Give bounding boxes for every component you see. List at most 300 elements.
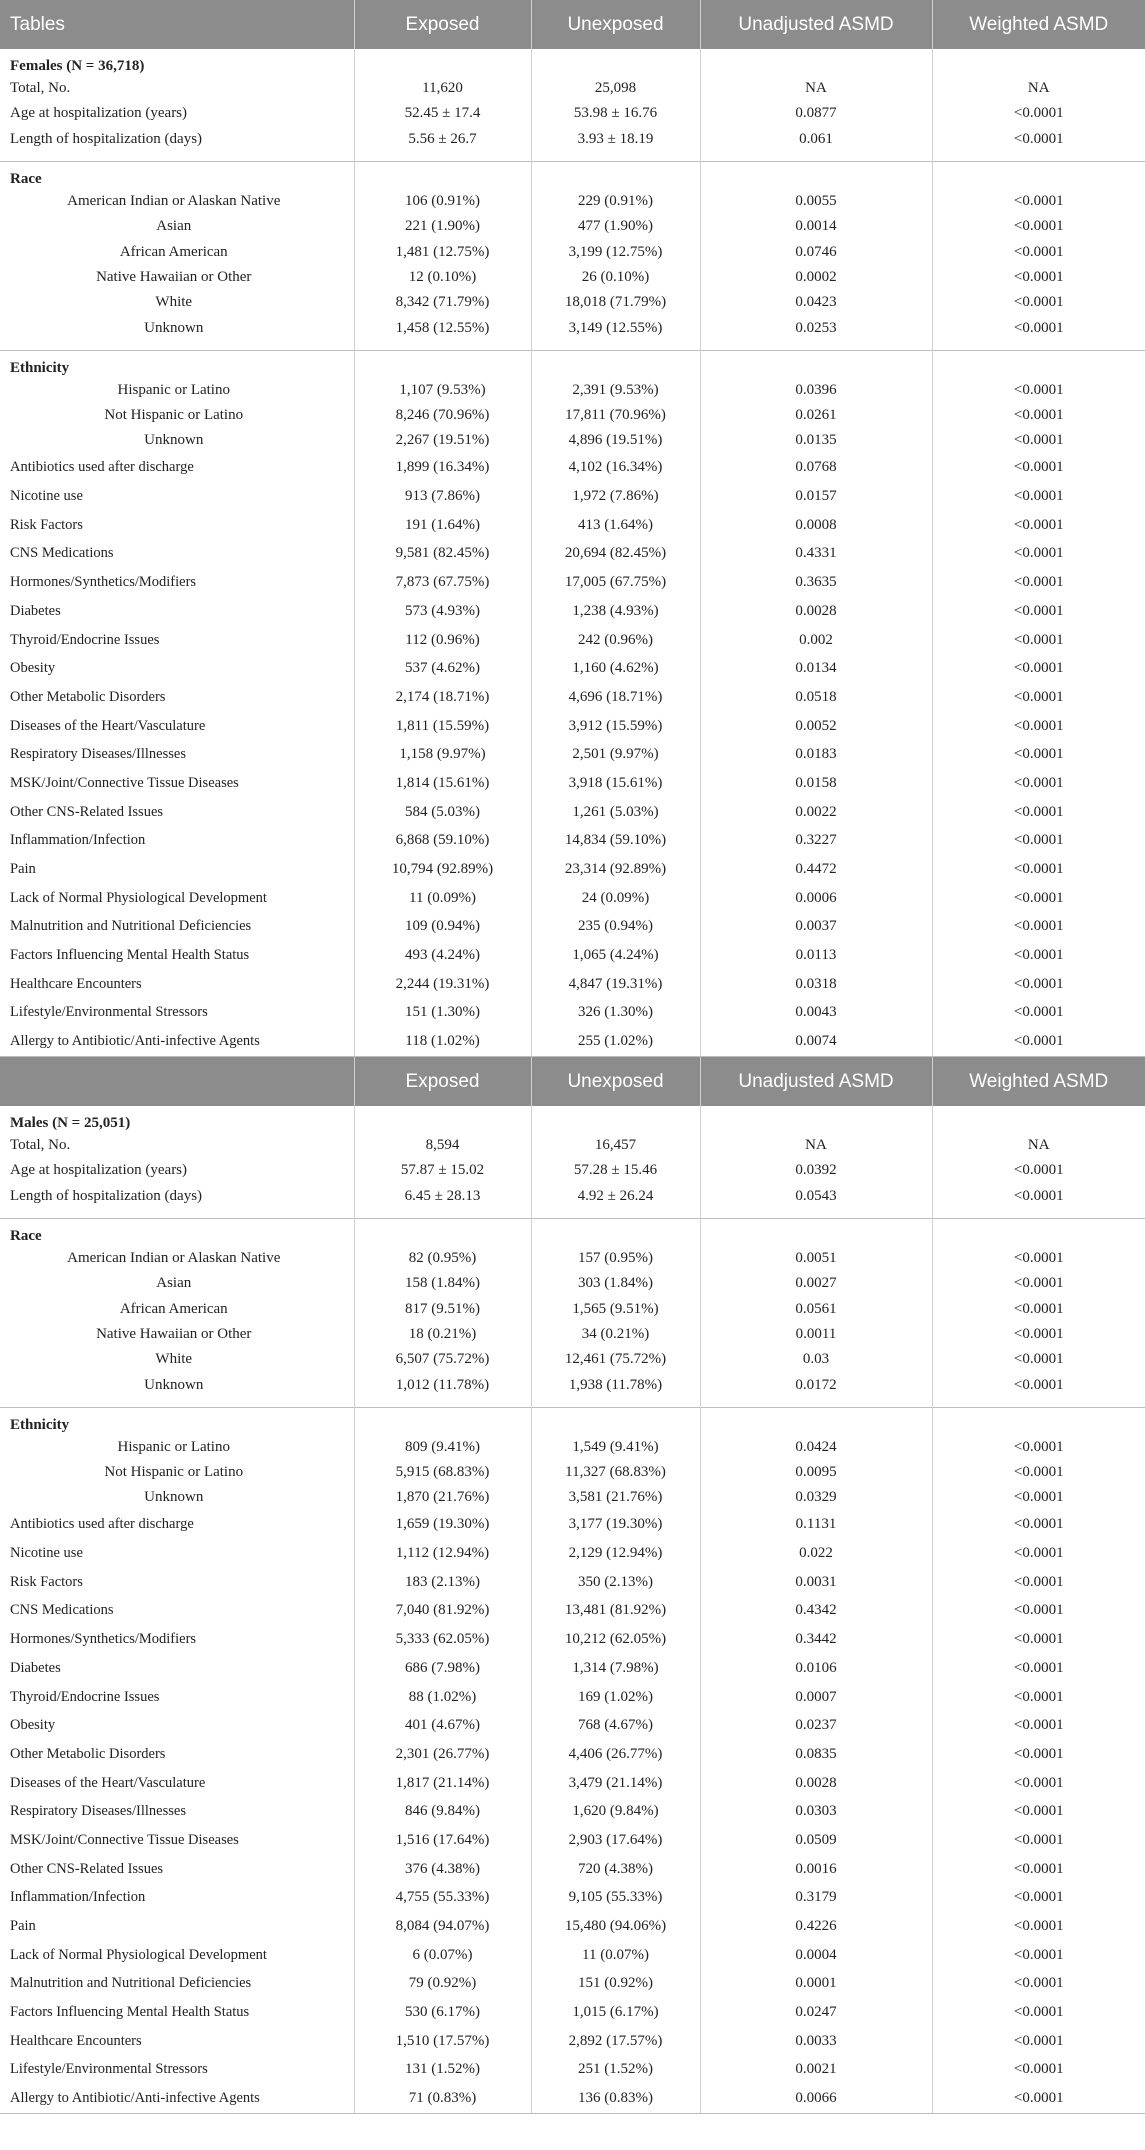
cell-label: Nicotine use: [10, 488, 83, 505]
cell-unadjusted-asmd: 0.0095: [700, 1460, 932, 1485]
cell-unadjusted-asmd: 0.0066: [700, 2084, 932, 2113]
cell-label: Respiratory Diseases/Illnesses: [10, 746, 186, 763]
cell-weighted-asmd: NA: [932, 76, 1145, 101]
cell-exposed: 109 (0.94%): [354, 913, 531, 942]
cell-exposed: 1,012 (11.78%): [354, 1372, 531, 1397]
cell-exposed: 817 (9.51%): [354, 1296, 531, 1321]
cell-unexposed: 3,918 (15.61%): [531, 769, 700, 798]
cell-label: African American: [119, 1300, 228, 1317]
cell-label: Healthcare Encounters: [10, 975, 142, 992]
cell-unexposed: 26 (0.10%): [531, 265, 700, 290]
empty-cell: [932, 161, 1145, 189]
cell-unexposed: 4,696 (18.71%): [531, 683, 700, 712]
cell-label: Not Hispanic or Latino: [104, 1464, 244, 1481]
table-row: [0, 941, 1145, 970]
males-race-title-label: Race: [0, 1218, 354, 1246]
table-row: [0, 2027, 1145, 2056]
cell-label: Inflammation/Infection: [10, 1889, 146, 1906]
cell-weighted-asmd: <0.0001: [932, 511, 1145, 540]
cell-unadjusted-asmd: 0.0261: [700, 403, 932, 428]
cell-unadjusted-asmd: 0.4331: [700, 540, 932, 569]
cell-unexposed: 1,314 (7.98%): [531, 1654, 700, 1683]
cell-weighted-asmd: <0.0001: [932, 884, 1145, 913]
cell-unexposed: 4,102 (16.34%): [531, 454, 700, 483]
cell-exposed: 2,267 (19.51%): [354, 428, 531, 453]
cell-exposed: 686 (7.98%): [354, 1654, 531, 1683]
cell-unexposed: 3,479 (21.14%): [531, 1769, 700, 1798]
cell-weighted-asmd: <0.0001: [932, 1970, 1145, 1999]
cell-exposed: 52.45 ± 17.4: [354, 101, 531, 126]
column-header-unadjusted-asmd: Unadjusted ASMD: [700, 1057, 932, 1107]
table-row: [0, 1133, 1145, 1158]
cell-weighted-asmd: <0.0001: [932, 683, 1145, 712]
cell-exposed: 112 (0.96%): [354, 626, 531, 655]
cell-weighted-asmd: <0.0001: [932, 999, 1145, 1028]
cell-exposed: 82 (0.95%): [354, 1246, 531, 1271]
cell-weighted-asmd: <0.0001: [932, 2056, 1145, 2085]
cell-unexposed: 34 (0.21%): [531, 1322, 700, 1347]
table-row: [0, 1970, 1145, 1999]
cell-exposed: 131 (1.52%): [354, 2056, 531, 2085]
cell-unadjusted-asmd: 0.0392: [700, 1158, 932, 1183]
cell-exposed: 79 (0.92%): [354, 1970, 531, 1999]
cell-unadjusted-asmd: 0.3442: [700, 1625, 932, 1654]
cell-exposed: 106 (0.91%): [354, 189, 531, 214]
empty-cell: [932, 350, 1145, 378]
cell-unexposed: 235 (0.94%): [531, 913, 700, 942]
empty-cell: [932, 49, 1145, 76]
cell-unexposed: 4.92 ± 26.24: [531, 1184, 700, 1209]
table-row: [0, 1740, 1145, 1769]
cell-unadjusted-asmd: 0.0877: [700, 101, 932, 126]
cell-weighted-asmd: <0.0001: [932, 1855, 1145, 1884]
cell-label: Native Hawaiian or Other: [96, 268, 252, 285]
cell-weighted-asmd: <0.0001: [932, 1246, 1145, 1271]
cell-unexposed: 14,834 (59.10%): [531, 827, 700, 856]
table-row: [0, 712, 1145, 741]
empty-cell: [932, 1398, 1145, 1408]
table-row: [0, 913, 1145, 942]
cell-exposed: 493 (4.24%): [354, 941, 531, 970]
cell-weighted-asmd: <0.0001: [932, 1184, 1145, 1209]
cell-exposed: 573 (4.93%): [354, 597, 531, 626]
cell-unadjusted-asmd: 0.3227: [700, 827, 932, 856]
cell-exposed: 376 (4.38%): [354, 1855, 531, 1884]
table-row: [0, 1296, 1145, 1321]
cell-unexposed: 53.98 ± 16.76: [531, 101, 700, 126]
cell-unadjusted-asmd: 0.0051: [700, 1246, 932, 1271]
cell-unadjusted-asmd: 0.0033: [700, 2027, 932, 2056]
cell-label: Lifestyle/Environmental Stressors: [10, 1004, 208, 1021]
cell-unadjusted-asmd: 0.0001: [700, 1970, 932, 1999]
table-row: [0, 290, 1145, 315]
table-row: [0, 403, 1145, 428]
cell-unadjusted-asmd: 0.0135: [700, 428, 932, 453]
cell-exposed: 530 (6.17%): [354, 1998, 531, 2027]
cell-unexposed: 326 (1.30%): [531, 999, 700, 1028]
cell-label: Diabetes: [10, 1659, 61, 1676]
cell-weighted-asmd: <0.0001: [932, 798, 1145, 827]
empty-cell: [531, 1398, 700, 1408]
cell-weighted-asmd: <0.0001: [932, 1941, 1145, 1970]
table-row: [0, 884, 1145, 913]
cell-unexposed: 3,177 (19.30%): [531, 1511, 700, 1540]
empty-cell: [932, 1407, 1145, 1435]
cell-exposed: 537 (4.62%): [354, 654, 531, 683]
table-row: [0, 1539, 1145, 1568]
cell-exposed: 584 (5.03%): [354, 798, 531, 827]
cell-weighted-asmd: <0.0001: [932, 1347, 1145, 1372]
table-row: [0, 1158, 1145, 1183]
empty-cell: [0, 1209, 354, 1219]
cell-unadjusted-asmd: 0.0106: [700, 1654, 932, 1683]
table-row: [0, 1246, 1145, 1271]
cell-weighted-asmd: <0.0001: [932, 1539, 1145, 1568]
table-row: [0, 378, 1145, 403]
cell-unadjusted-asmd: 0.0253: [700, 315, 932, 340]
spacer-row: [0, 152, 1145, 162]
cell-unadjusted-asmd: 0.0237: [700, 1711, 932, 1740]
cell-weighted-asmd: <0.0001: [932, 712, 1145, 741]
cell-weighted-asmd: <0.0001: [932, 2084, 1145, 2113]
cell-exposed: 1,107 (9.53%): [354, 378, 531, 403]
cell-label: Healthcare Encounters: [10, 2032, 142, 2049]
column-header-unexposed: Unexposed: [531, 0, 700, 49]
empty-cell: [531, 152, 700, 162]
cell-exposed: 11,620: [354, 76, 531, 101]
cell-unexposed: 151 (0.92%): [531, 1970, 700, 1999]
table-row: [0, 1654, 1145, 1683]
cell-weighted-asmd: <0.0001: [932, 482, 1145, 511]
column-header-exposed: Exposed: [354, 0, 531, 49]
empty-cell: [932, 1209, 1145, 1219]
cell-weighted-asmd: <0.0001: [932, 265, 1145, 290]
cell-unadjusted-asmd: 0.0329: [700, 1485, 932, 1510]
males-ethnicity-title: [0, 1407, 1145, 1435]
cell-label: Factors Influencing Mental Health Status: [10, 947, 250, 964]
cell-unadjusted-asmd: 0.0055: [700, 189, 932, 214]
cell-unexposed: 4,406 (26.77%): [531, 1740, 700, 1769]
males-ethnicity-title-label: Ethnicity: [0, 1407, 354, 1435]
cell-weighted-asmd: <0.0001: [932, 1884, 1145, 1913]
cell-unexposed: 18,018 (71.79%): [531, 290, 700, 315]
cell-exposed: 158 (1.84%): [354, 1271, 531, 1296]
column-header-label: Tables: [0, 0, 354, 49]
cell-unadjusted-asmd: 0.0768: [700, 454, 932, 483]
cell-weighted-asmd: <0.0001: [932, 1460, 1145, 1485]
table-row: [0, 798, 1145, 827]
cell-weighted-asmd: <0.0001: [932, 1654, 1145, 1683]
cell-unexposed: 1,549 (9.41%): [531, 1435, 700, 1460]
cell-label: Unknown: [144, 1376, 204, 1393]
cell-weighted-asmd: <0.0001: [932, 597, 1145, 626]
cell-unexposed: 1,938 (11.78%): [531, 1372, 700, 1397]
cell-label: Hispanic or Latino: [117, 381, 230, 398]
table-row: [0, 1855, 1145, 1884]
cell-label: Not Hispanic or Latino: [104, 407, 244, 424]
cell-weighted-asmd: <0.0001: [932, 1740, 1145, 1769]
cell-label: American Indian or Alaskan Native: [67, 193, 281, 210]
cell-label: Lack of Normal Physiological Development: [10, 889, 267, 906]
cell-unadjusted-asmd: NA: [700, 76, 932, 101]
cell-unexposed: 3,199 (12.75%): [531, 239, 700, 264]
cell-exposed: 2,301 (26.77%): [354, 1740, 531, 1769]
cell-unexposed: 242 (0.96%): [531, 626, 700, 655]
cell-unexposed: 251 (1.52%): [531, 2056, 700, 2085]
cell-unexposed: 1,565 (9.51%): [531, 1296, 700, 1321]
cell-label: African American: [119, 243, 228, 260]
cell-label: Asian: [156, 218, 192, 235]
empty-cell: [932, 341, 1145, 351]
cell-unexposed: 136 (0.83%): [531, 2084, 700, 2113]
males-section-title: [0, 1106, 1145, 1133]
cell-label: Thyroid/Endocrine Issues: [10, 631, 160, 648]
table-row: [0, 1184, 1145, 1209]
cell-weighted-asmd: <0.0001: [932, 1372, 1145, 1397]
cell-unexposed: 303 (1.84%): [531, 1271, 700, 1296]
cell-weighted-asmd: <0.0001: [932, 2027, 1145, 2056]
cell-unexposed: 10,212 (62.05%): [531, 1625, 700, 1654]
cell-unexposed: 1,065 (4.24%): [531, 941, 700, 970]
cell-exposed: 8,246 (70.96%): [354, 403, 531, 428]
cell-unadjusted-asmd: 0.0158: [700, 769, 932, 798]
cell-label: MSK/Joint/Connective Tissue Diseases: [10, 1831, 239, 1848]
cell-exposed: 809 (9.41%): [354, 1435, 531, 1460]
table-row: [0, 127, 1145, 152]
cell-exposed: 401 (4.67%): [354, 1711, 531, 1740]
cell-unadjusted-asmd: 0.002: [700, 626, 932, 655]
cell-label: Unknown: [144, 1489, 204, 1506]
cell-label: White: [155, 294, 193, 311]
column-header-weighted-asmd: Weighted ASMD: [932, 1057, 1145, 1107]
cell-unadjusted-asmd: 0.0746: [700, 239, 932, 264]
cell-unexposed: 1,160 (4.62%): [531, 654, 700, 683]
cell-unadjusted-asmd: 0.0022: [700, 798, 932, 827]
cell-unadjusted-asmd: 0.0318: [700, 970, 932, 999]
cell-unadjusted-asmd: 0.03: [700, 1347, 932, 1372]
cell-unadjusted-asmd: 0.0028: [700, 1769, 932, 1798]
cell-exposed: 18 (0.21%): [354, 1322, 531, 1347]
empty-cell: [354, 1398, 531, 1408]
cell-unexposed: 23,314 (92.89%): [531, 855, 700, 884]
cell-unexposed: 13,481 (81.92%): [531, 1597, 700, 1626]
table-row: [0, 1460, 1145, 1485]
females-section-title: [0, 49, 1145, 76]
cell-weighted-asmd: <0.0001: [932, 1485, 1145, 1510]
cell-weighted-asmd: <0.0001: [932, 740, 1145, 769]
cell-unadjusted-asmd: 0.022: [700, 1539, 932, 1568]
cell-unadjusted-asmd: 0.061: [700, 127, 932, 152]
table-row: [0, 568, 1145, 597]
empty-cell: [0, 341, 354, 351]
empty-cell: [932, 152, 1145, 162]
table-row: [0, 189, 1145, 214]
cell-unexposed: 16,457: [531, 1133, 700, 1158]
cell-label: Diseases of the Heart/Vasculature: [10, 1774, 206, 1791]
cell-unadjusted-asmd: 0.0543: [700, 1184, 932, 1209]
cell-weighted-asmd: <0.0001: [932, 970, 1145, 999]
cell-unadjusted-asmd: 0.3635: [700, 568, 932, 597]
cell-unexposed: 20,694 (82.45%): [531, 540, 700, 569]
cell-unadjusted-asmd: 0.0031: [700, 1568, 932, 1597]
cell-weighted-asmd: <0.0001: [932, 1711, 1145, 1740]
cell-weighted-asmd: <0.0001: [932, 1568, 1145, 1597]
table-row: [0, 1683, 1145, 1712]
cell-unadjusted-asmd: 0.0423: [700, 290, 932, 315]
cell-unadjusted-asmd: 0.0183: [700, 740, 932, 769]
cell-unexposed: 2,129 (12.94%): [531, 1539, 700, 1568]
table-row: [0, 239, 1145, 264]
cell-label: Other Metabolic Disorders: [10, 688, 166, 705]
cell-exposed: 88 (1.02%): [354, 1683, 531, 1712]
empty-cell: [700, 49, 932, 76]
spacer-row: [0, 341, 1145, 351]
cell-label: Age at hospitalization (years): [10, 1162, 188, 1179]
cell-weighted-asmd: <0.0001: [932, 568, 1145, 597]
cell-weighted-asmd: <0.0001: [932, 855, 1145, 884]
spacer-row: [0, 1398, 1145, 1408]
cell-unadjusted-asmd: 0.0043: [700, 999, 932, 1028]
table-row: [0, 683, 1145, 712]
table-row: [0, 1511, 1145, 1540]
cell-exposed: 8,084 (94.07%): [354, 1912, 531, 1941]
empty-cell: [700, 350, 932, 378]
table-row: [0, 1322, 1145, 1347]
empty-cell: [932, 1218, 1145, 1246]
cell-unadjusted-asmd: 0.0007: [700, 1683, 932, 1712]
table-row: [0, 1347, 1145, 1372]
empty-cell: [354, 350, 531, 378]
cell-unexposed: 25,098: [531, 76, 700, 101]
empty-cell: [354, 341, 531, 351]
cell-unadjusted-asmd: 0.0396: [700, 378, 932, 403]
table-row: [0, 827, 1145, 856]
cell-weighted-asmd: <0.0001: [932, 1296, 1145, 1321]
table-row: [0, 1027, 1145, 1056]
empty-cell: [531, 1407, 700, 1435]
cell-label: Risk Factors: [10, 516, 83, 533]
cell-label: Diseases of the Heart/Vasculature: [10, 717, 206, 734]
empty-cell: [700, 1218, 932, 1246]
empty-cell: [0, 1398, 354, 1408]
cell-unexposed: 477 (1.90%): [531, 214, 700, 239]
cell-unexposed: 2,892 (17.57%): [531, 2027, 700, 2056]
table-row: [0, 428, 1145, 453]
cell-label: MSK/Joint/Connective Tissue Diseases: [10, 774, 239, 791]
cell-exposed: 6,868 (59.10%): [354, 827, 531, 856]
cell-unadjusted-asmd: 0.0021: [700, 2056, 932, 2085]
cell-unadjusted-asmd: 0.0006: [700, 884, 932, 913]
cell-unexposed: 9,105 (55.33%): [531, 1884, 700, 1913]
cell-unexposed: 2,903 (17.64%): [531, 1826, 700, 1855]
cell-weighted-asmd: <0.0001: [932, 189, 1145, 214]
cell-unadjusted-asmd: 0.0113: [700, 941, 932, 970]
column-header-label: [0, 1057, 354, 1107]
cell-exposed: 6 (0.07%): [354, 1941, 531, 1970]
cell-exposed: 6,507 (75.72%): [354, 1347, 531, 1372]
table-header-mid: [0, 1057, 1145, 1107]
cell-exposed: 913 (7.86%): [354, 482, 531, 511]
cell-unexposed: 2,501 (9.97%): [531, 740, 700, 769]
cell-weighted-asmd: <0.0001: [932, 654, 1145, 683]
cell-unexposed: 720 (4.38%): [531, 1855, 700, 1884]
cell-unexposed: 1,015 (6.17%): [531, 1998, 700, 2027]
column-header-weighted-asmd: Weighted ASMD: [932, 0, 1145, 49]
table-row: [0, 769, 1145, 798]
cell-exposed: 151 (1.30%): [354, 999, 531, 1028]
cell-unadjusted-asmd: 0.4342: [700, 1597, 932, 1626]
cell-weighted-asmd: <0.0001: [932, 1158, 1145, 1183]
table-row: [0, 1998, 1145, 2027]
empty-cell: [700, 1209, 932, 1219]
cell-label: CNS Medications: [10, 545, 114, 562]
cell-label: Other CNS-Related Issues: [10, 1860, 164, 1877]
table-row: [0, 626, 1145, 655]
column-header-unadjusted-asmd: Unadjusted ASMD: [700, 0, 932, 49]
empty-cell: [700, 1106, 932, 1133]
cell-unexposed: 229 (0.91%): [531, 189, 700, 214]
cell-unexposed: 3,581 (21.76%): [531, 1485, 700, 1510]
cell-label: Lack of Normal Physiological Development: [10, 1946, 267, 1963]
cell-unadjusted-asmd: 0.0157: [700, 482, 932, 511]
cell-exposed: 6.45 ± 28.13: [354, 1184, 531, 1209]
cell-unadjusted-asmd: 0.0014: [700, 214, 932, 239]
empty-cell: [531, 49, 700, 76]
cell-exposed: 1,870 (21.76%): [354, 1485, 531, 1510]
table-row: [0, 540, 1145, 569]
cell-exposed: 5,915 (68.83%): [354, 1460, 531, 1485]
cell-weighted-asmd: <0.0001: [932, 1998, 1145, 2027]
empty-cell: [700, 1407, 932, 1435]
cell-exposed: 2,244 (19.31%): [354, 970, 531, 999]
males-section-title-label: Males (N = 25,051): [10, 1115, 131, 1131]
cell-unexposed: 12,461 (75.72%): [531, 1347, 700, 1372]
cell-label: Age at hospitalization (years): [10, 105, 188, 122]
empty-cell: [354, 49, 531, 76]
empty-cell: [531, 161, 700, 189]
cell-unadjusted-asmd: NA: [700, 1133, 932, 1158]
empty-cell: [354, 152, 531, 162]
table-row: [0, 999, 1145, 1028]
cell-exposed: 5,333 (62.05%): [354, 1625, 531, 1654]
cell-label: Allergy to Antibiotic/Anti-infective Agents: [0, 1027, 354, 1056]
cell-weighted-asmd: <0.0001: [932, 290, 1145, 315]
cell-exposed: 11 (0.09%): [354, 884, 531, 913]
cell-exposed: 9,581 (82.45%): [354, 540, 531, 569]
cell-label: Factors Influencing Mental Health Status: [10, 2004, 250, 2021]
table-row: [0, 1372, 1145, 1397]
cell-unadjusted-asmd: 0.0303: [700, 1797, 932, 1826]
cell-unadjusted-asmd: 0.0011: [700, 1322, 932, 1347]
cell-label: Inflammation/Infection: [10, 832, 146, 849]
table-row: [0, 454, 1145, 483]
cell-weighted-asmd: <0.0001: [932, 403, 1145, 428]
females-ethnicity-title: [0, 350, 1145, 378]
cell-weighted-asmd: <0.0001: [932, 540, 1145, 569]
cell-unadjusted-asmd: 0.0027: [700, 1271, 932, 1296]
cell-unexposed: 57.28 ± 15.46: [531, 1158, 700, 1183]
cell-exposed: 1,458 (12.55%): [354, 315, 531, 340]
cell-label: Malnutrition and Nutritional Deficiencies: [10, 1975, 252, 1992]
cell-exposed: 4,755 (55.33%): [354, 1884, 531, 1913]
females-ethnicity-title-label: Ethnicity: [0, 350, 354, 378]
cell-label: Total, No.: [10, 80, 71, 97]
cell-unexposed: 11 (0.07%): [531, 1941, 700, 1970]
cell-label: Lifestyle/Environmental Stressors: [10, 2061, 208, 2078]
cell-unexposed: 15,480 (94.06%): [531, 1912, 700, 1941]
cell-weighted-asmd: <0.0001: [932, 1322, 1145, 1347]
cell-exposed: 1,510 (17.57%): [354, 2027, 531, 2056]
